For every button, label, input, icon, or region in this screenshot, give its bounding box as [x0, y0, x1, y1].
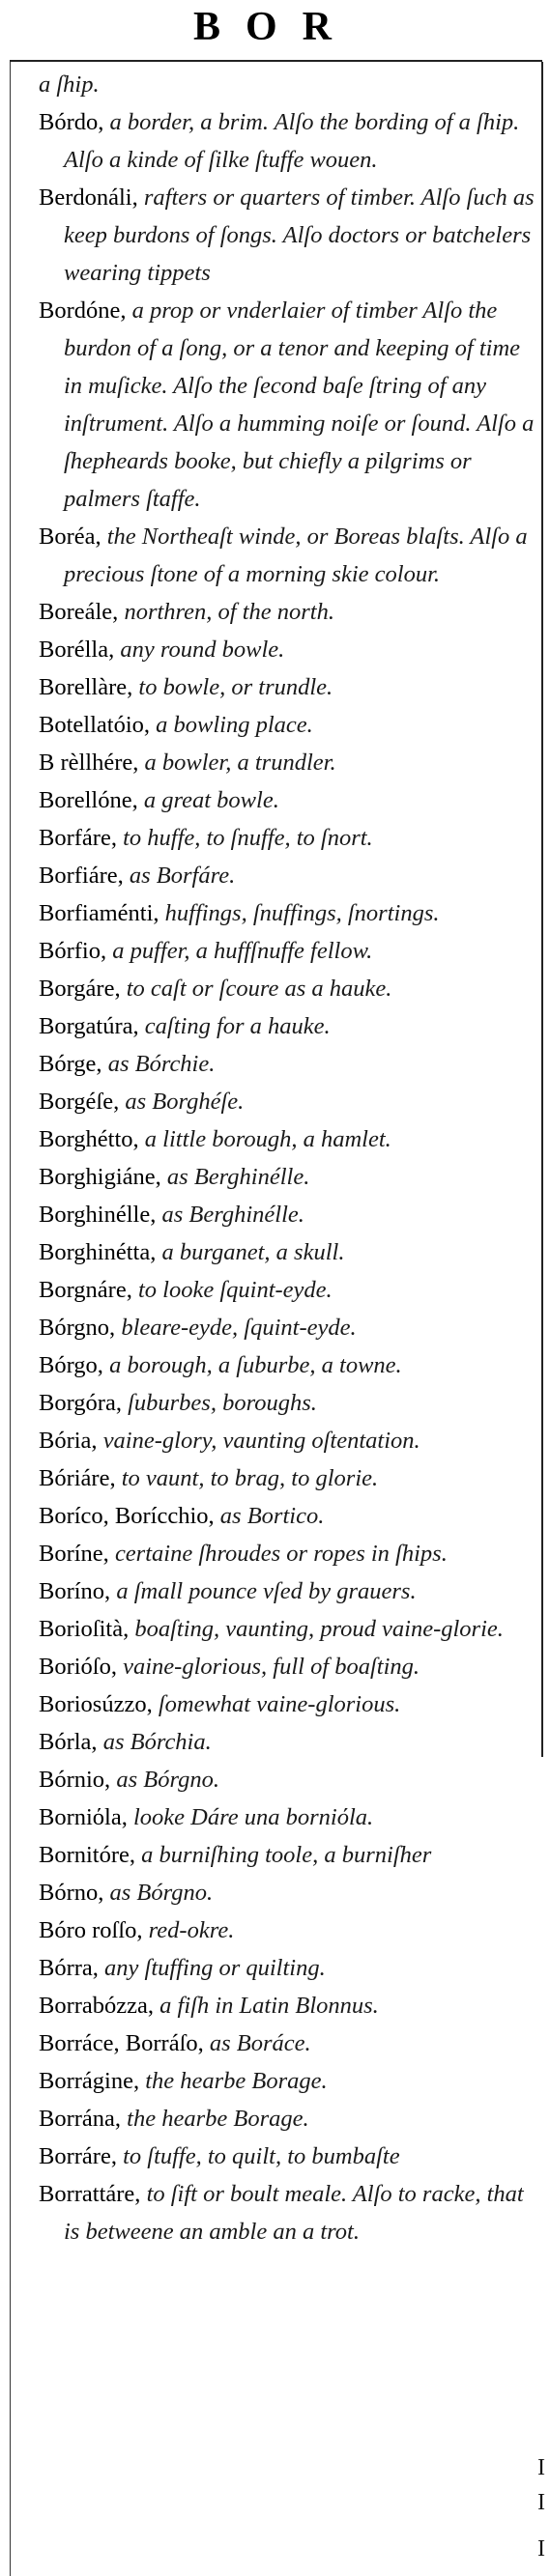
- dictionary-entry: [39, 2175, 536, 2250]
- entry-headword: Borghigiáne,: [39, 1164, 161, 1190]
- dictionary-entry: [39, 1309, 536, 1346]
- dictionary-entry: [39, 819, 536, 857]
- entry-headword: Bórnio,: [39, 1767, 111, 1793]
- dictionary-entry: [39, 1497, 536, 1535]
- entry-definition: a fiſh in Latin Blonnus.: [154, 1993, 379, 2019]
- entry-definition: to huffe, to ſnuffe, to ſnort.: [116, 825, 373, 851]
- entry-headword: Bórfio,: [39, 938, 107, 964]
- dictionary-entry: [39, 1459, 536, 1497]
- dictionary-entry: [39, 1007, 536, 1045]
- entry-headword: Borrabózza,: [39, 1993, 155, 2019]
- entry-headword: Bórno,: [39, 1880, 104, 1906]
- margin-fragment: I: [537, 2455, 545, 2480]
- column-left-rule: [10, 62, 11, 2576]
- entry-headword: Boriosúzzo,: [39, 1691, 153, 1717]
- entry-definition: caſting for a hauke.: [138, 1013, 331, 1039]
- dictionary-entry: [39, 66, 536, 103]
- dictionary-entry: [39, 1196, 536, 1233]
- entry-definition: certaine ſhroudes or ropes in ſhips.: [108, 1541, 448, 1567]
- entry-definition: to looke ſquint-eyde.: [131, 1277, 333, 1303]
- dictionary-entry: [39, 1535, 536, 1572]
- dictionary-entry: [39, 631, 536, 668]
- dictionary-entry: [39, 1987, 536, 2024]
- dictionary-entry: [39, 744, 536, 781]
- entry-definition: to bowle, or trundle.: [132, 674, 333, 700]
- dictionary-entry: [39, 781, 536, 819]
- entry-definition: the hearbe Borage.: [139, 2068, 328, 2094]
- entry-definition: as Bórchie.: [101, 1051, 216, 1077]
- entry-definition: ſomewhat vaine-glorious.: [152, 1691, 401, 1717]
- entry-headword: B rèllhére,: [39, 750, 139, 776]
- dictionary-entry: [39, 932, 536, 970]
- entry-headword: Bórgno,: [39, 1315, 116, 1341]
- entry-definition: a border, a brim. Alſo the bording of a ſhip. Alſo a kinde of ſilke ſtuffe wouen.: [64, 109, 520, 173]
- entry-definition: as Berghinélle.: [160, 1164, 310, 1190]
- dictionary-entry: [39, 1346, 536, 1384]
- entry-headword: Borgóra,: [39, 1390, 122, 1416]
- margin-fragment: I: [537, 2536, 545, 2562]
- dictionary-entry: [39, 593, 536, 631]
- entry-definition: a puffer, a huffſnuffe fellow.: [106, 938, 373, 964]
- entry-definition: as Borfáre.: [123, 863, 236, 889]
- entry-definition: a little borough, a hamlet.: [138, 1126, 391, 1152]
- entry-definition: a great bowle.: [137, 787, 279, 813]
- dictionary-entry: [39, 1120, 536, 1158]
- entry-headword: Bóro roſſo,: [39, 1917, 143, 1943]
- dictionary-entry: [39, 103, 536, 179]
- dictionary-entry: [39, 1384, 536, 1422]
- margin-fragment: I: [537, 2490, 545, 2515]
- dictionary-entry: [39, 1723, 536, 1761]
- dictionary-entry: [39, 1874, 536, 1911]
- entry-headword: Boreále,: [39, 599, 119, 625]
- entry-headword: Borioſità,: [39, 1616, 130, 1642]
- entry-headword: Borellóne,: [39, 787, 138, 813]
- entry-definition: any round bowle.: [114, 637, 285, 663]
- entry-headword: Borrána,: [39, 2106, 122, 2132]
- entry-headword: Borgáre,: [39, 976, 121, 1002]
- dictionary-entry: [39, 1271, 536, 1309]
- dictionary-entry: [39, 2100, 536, 2137]
- entry-headword: Berdonáli,: [39, 184, 138, 211]
- dictionary-entries: [39, 66, 536, 2250]
- dictionary-entry: [39, 1422, 536, 1459]
- dictionary-entry: [39, 518, 536, 593]
- dictionary-entry: [39, 1045, 536, 1083]
- entry-headword: Borrágine,: [39, 2068, 140, 2094]
- dictionary-entry: [39, 1685, 536, 1723]
- entry-definition: huffings, ſnuffings, ſnortings.: [159, 900, 440, 926]
- entry-headword: Bórra,: [39, 1955, 99, 1981]
- entry-definition: a bowling place.: [150, 712, 313, 738]
- dictionary-entry: [39, 1572, 536, 1610]
- entry-headword: Bordóne,: [39, 297, 127, 324]
- entry-headword: Borélla,: [39, 637, 115, 663]
- column-right-rule: [541, 62, 543, 1757]
- entry-definition: bleare-eyde, ſquint-eyde.: [115, 1315, 357, 1341]
- dictionary-entry: [39, 668, 536, 706]
- header-rule: [10, 60, 542, 62]
- entry-headword: Borfáre,: [39, 825, 117, 851]
- dictionary-entry: [39, 2137, 536, 2175]
- entry-headword: Bórgo,: [39, 1352, 103, 1378]
- page-header-title: BOR: [192, 5, 357, 49]
- entry-headword: Borghétto,: [39, 1126, 139, 1152]
- dictionary-entry: [39, 1083, 536, 1120]
- dictionary-entry: [39, 894, 536, 932]
- entry-definition: a burganet, a skull.: [156, 1239, 345, 1265]
- entry-definition: as Boráce.: [203, 2030, 311, 2056]
- entry-definition: vaine-glorious, full of boaſting.: [117, 1654, 420, 1680]
- entry-definition: a prop or vnderlaier of timber Alſo the burdon of a ſong, or a tenor and keeping of time in muſicke. Alſo the ſecond baſe ſtring of any inſtrument. Alſo a humming noiſe or ſound. Alſo a ſhepheards booke, but chiefly a pilgrims or palmers ſtaffe.: [64, 297, 535, 512]
- entry-headword: Borgéſe,: [39, 1089, 120, 1115]
- entry-headword: Borrattáre,: [39, 2181, 141, 2207]
- entry-definition: rafters or quarters of timber. Alſo ſuch as keep burdons of ſongs. Alſo doctors or batchelers wearing tippets: [64, 184, 535, 286]
- dictionary-entry: [39, 1911, 536, 1949]
- dictionary-entry: [39, 1949, 536, 1987]
- entry-headword: Bóriáre,: [39, 1465, 116, 1491]
- entry-headword: Bória,: [39, 1428, 98, 1454]
- entry-definition: to ſtuffe, to quilt, to bumbaſte: [116, 2143, 400, 2169]
- entry-definition: to vaunt, to brag, to glorie.: [115, 1465, 379, 1491]
- dictionary-entry: [39, 1610, 536, 1648]
- entry-headword: Bornitóre,: [39, 1842, 136, 1868]
- entry-headword: Borgatúra,: [39, 1013, 139, 1039]
- dictionary-entry: [39, 1158, 536, 1196]
- entry-headword: Boríno,: [39, 1578, 111, 1604]
- dictionary-entry: [39, 970, 536, 1007]
- entry-headword: Boríco, Borícchio,: [39, 1503, 215, 1529]
- entry-definition: looke Dáre una borniόla.: [127, 1804, 374, 1830]
- entry-definition: as Bórgno.: [110, 1767, 219, 1793]
- entry-definition: as Berghinélle.: [156, 1202, 304, 1228]
- entry-definition: to caſt or ſcoure as a hauke.: [120, 976, 392, 1002]
- entry-definition: a burniſhing toole, a burniſher: [135, 1842, 432, 1868]
- entry-definition: the Northeaſt winde, or Boreas blaſts. Alſo a precious ſtone of a morning skie colour.: [64, 524, 528, 587]
- dictionary-entry: [39, 1836, 536, 1874]
- dictionary-entry: [39, 179, 536, 292]
- dictionary-entry: [39, 1798, 536, 1836]
- entry-definition: northren, of the north.: [118, 599, 334, 625]
- entry-definition: a ſhip.: [39, 71, 100, 98]
- entry-definition: a borough, a ſuburbe, a towne.: [102, 1352, 402, 1378]
- entry-definition: as Bortico.: [214, 1503, 325, 1529]
- dictionary-entry: [39, 706, 536, 744]
- entry-headword: Borghinétta,: [39, 1239, 157, 1265]
- entry-headword: Boréa,: [39, 524, 101, 550]
- entry-definition: to ſift or boult meale. Alſo to racke, that is betweene an amble an a trot.: [64, 2181, 524, 2245]
- entry-definition: ſuburbes, boroughs.: [121, 1390, 317, 1416]
- entry-headword: Borellàre,: [39, 674, 133, 700]
- entry-definition: the hearbe Borage.: [121, 2106, 309, 2132]
- entry-headword: Borgnáre,: [39, 1277, 132, 1303]
- dictionary-entry: [39, 1761, 536, 1798]
- entry-definition: as Bórgno.: [103, 1880, 214, 1906]
- entry-headword: Botellatóio,: [39, 712, 150, 738]
- entry-definition: vaine-glory, vaunting oſtentation.: [97, 1428, 420, 1454]
- entry-definition: any ſtuffing or quilting.: [98, 1955, 326, 1981]
- entry-headword: Borfiaménti,: [39, 900, 159, 926]
- entry-definition: as Bórchia.: [97, 1729, 212, 1755]
- entry-headword: Borráre,: [39, 2143, 117, 2169]
- entry-headword: Bórge,: [39, 1051, 102, 1077]
- dictionary-entry: [39, 2024, 536, 2062]
- entry-headword: Borráce, Borráſo,: [39, 2030, 204, 2056]
- entry-definition: as Borghéſe.: [119, 1089, 245, 1115]
- entry-headword: Borniόla,: [39, 1804, 128, 1830]
- entry-headword: Borfiáre,: [39, 863, 124, 889]
- entry-headword: Bórdo,: [39, 109, 104, 135]
- entry-definition: boaſting, vaunting, proud vaine-glorie.: [129, 1616, 504, 1642]
- entry-definition: a ſmall pounce vſed by grauers.: [110, 1578, 417, 1604]
- entry-definition: a bowler, a trundler.: [138, 750, 336, 776]
- dictionary-entry: [39, 2062, 536, 2100]
- entry-headword: Boríne,: [39, 1541, 109, 1567]
- entry-definition: red-okre.: [142, 1917, 235, 1943]
- dictionary-entry: [39, 1648, 536, 1685]
- dictionary-entry: [39, 857, 536, 894]
- entry-headword: Borióſo,: [39, 1654, 117, 1680]
- dictionary-entry: [39, 1233, 536, 1271]
- entry-headword: Bórla,: [39, 1729, 98, 1755]
- dictionary-entry: [39, 292, 536, 518]
- entry-headword: Borghinélle,: [39, 1202, 157, 1228]
